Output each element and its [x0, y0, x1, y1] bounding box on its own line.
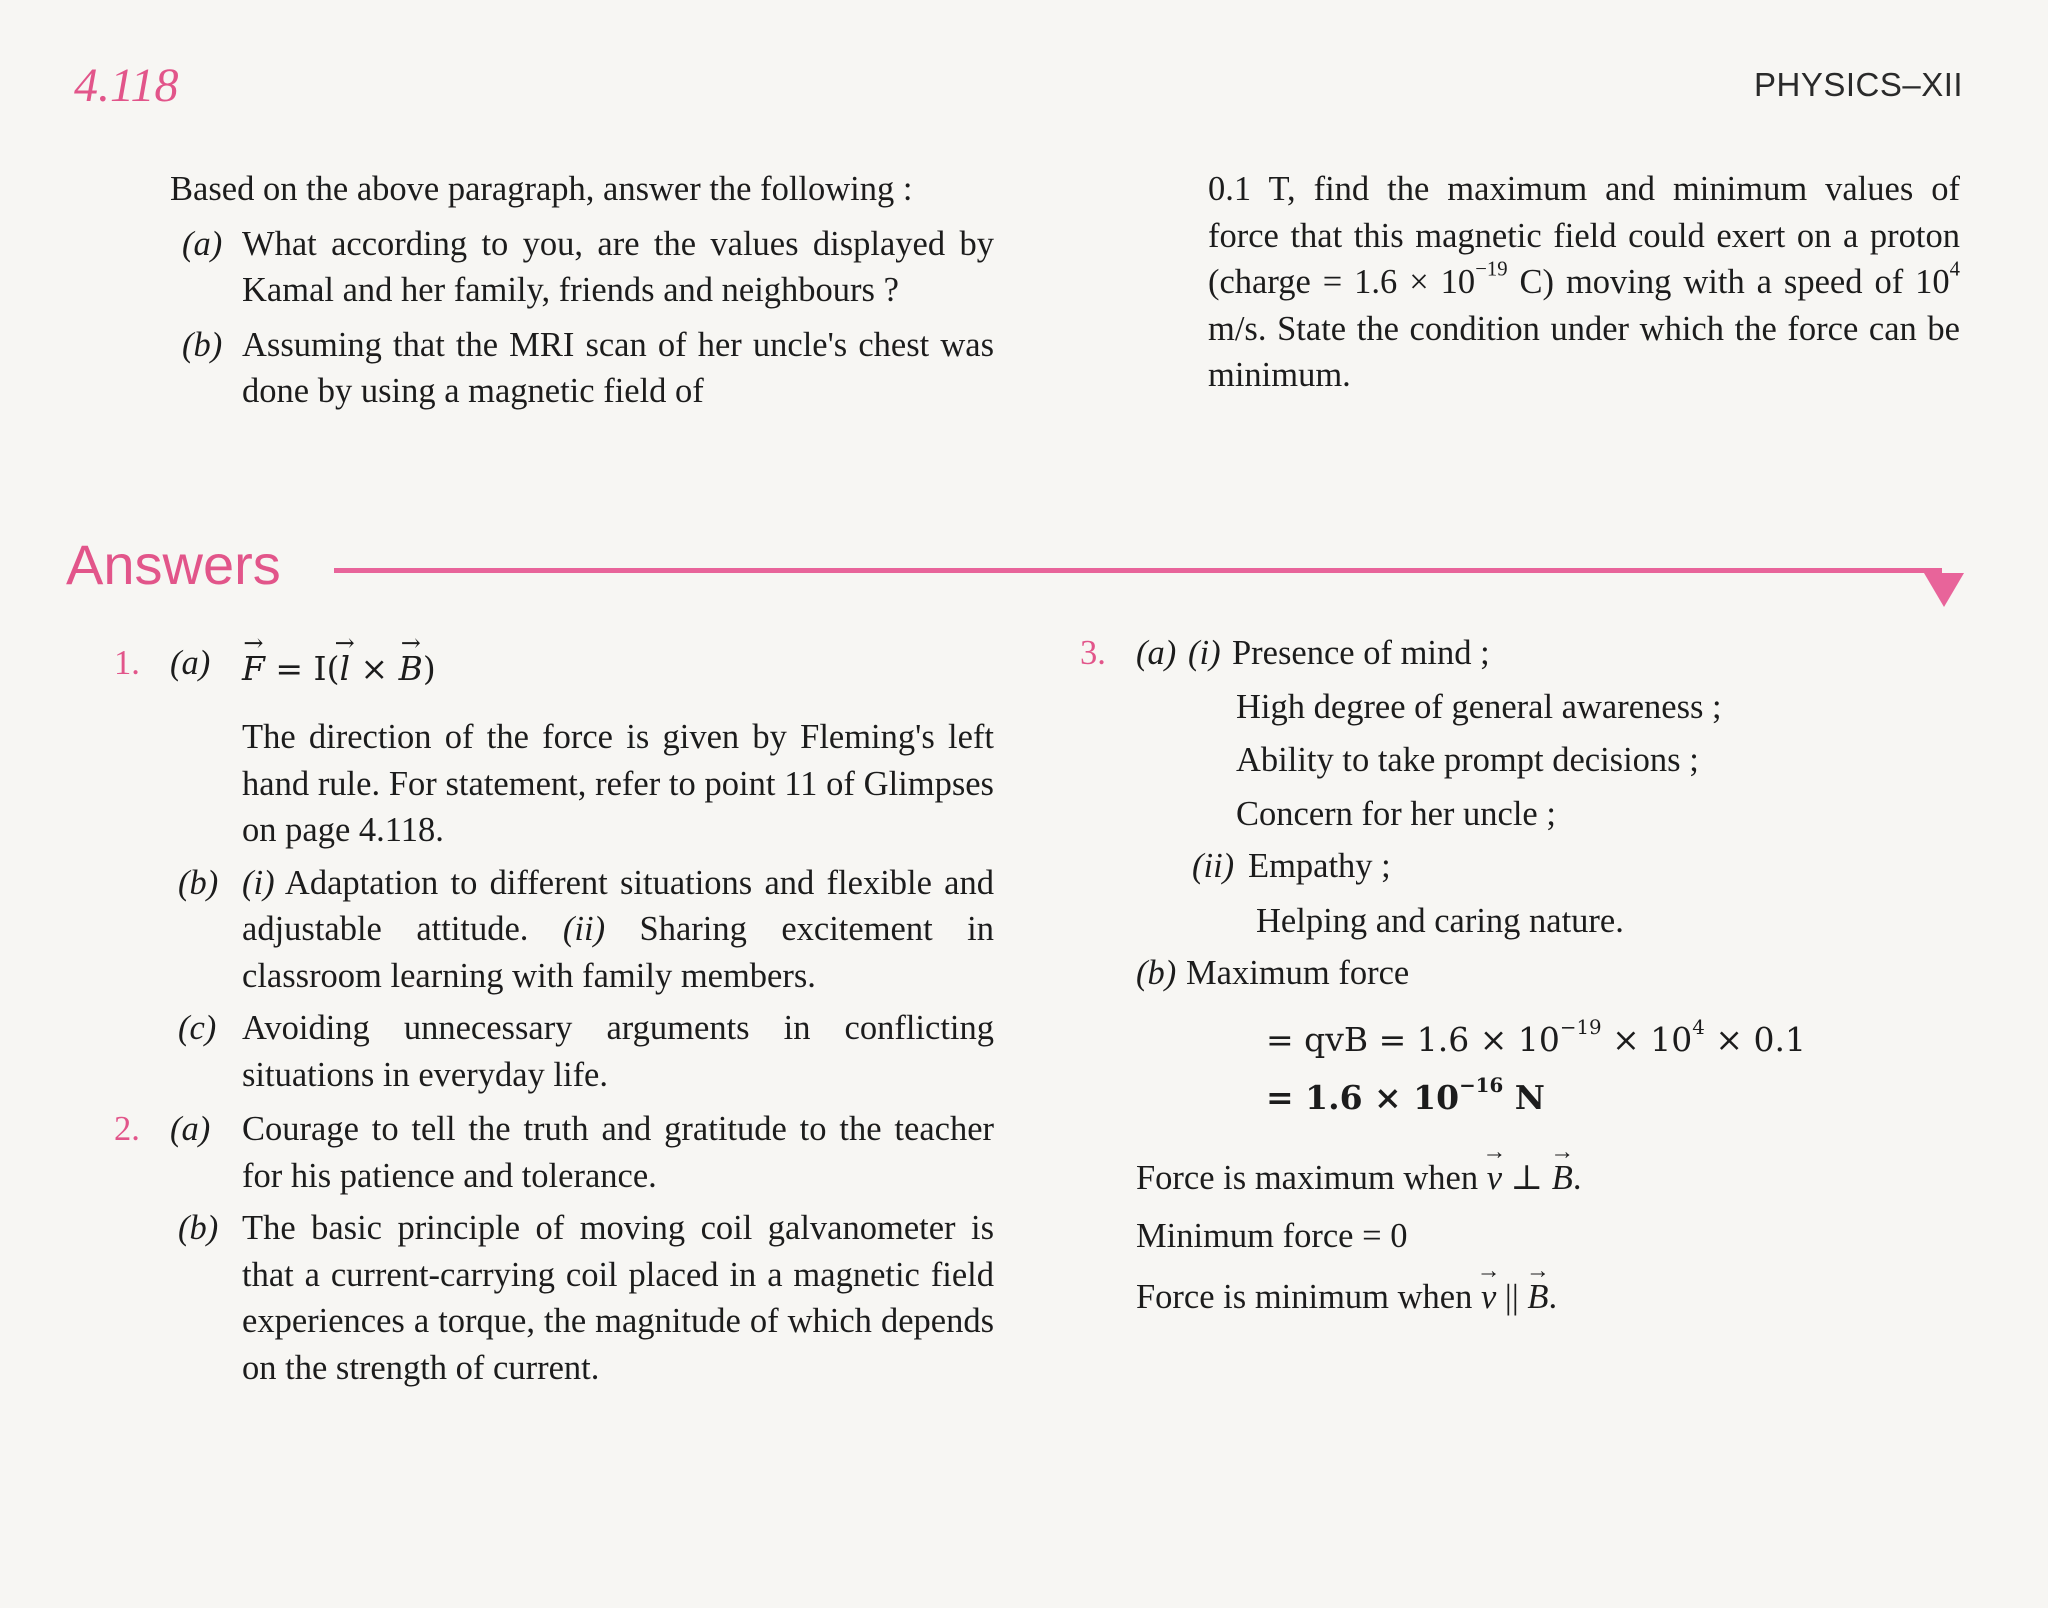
list-item: Empathy ;	[1248, 847, 1391, 885]
list-item: Ability to take prompt decisions ;	[1236, 741, 1699, 779]
question-part-a	[170, 221, 994, 314]
min-condition: Force is minimum when → v || → B.	[1080, 1274, 1960, 1321]
list-item: Concern for her uncle ;	[1236, 794, 1556, 833]
book-title: PHYSICS–XII	[1754, 66, 1964, 103]
answer-number: 3.	[1080, 634, 1106, 672]
equation-result: = $1.6 \times 10^{-16}$ N	[1266, 1072, 1545, 1117]
list-item: Helping and caring nature.	[1256, 901, 1624, 940]
part-label: (b)	[178, 1209, 219, 1247]
values-list-i	[1216, 630, 1960, 837]
answer-number: 2.	[114, 1110, 140, 1148]
part-label: (a)	[170, 644, 211, 682]
question-right-column	[1208, 166, 1960, 399]
question-left-column	[170, 166, 994, 415]
heading-rule	[334, 568, 1942, 573]
answer-2b	[110, 1205, 994, 1391]
answer-1a-text: The direction of the force is given by Fleming's left hand rule. For statement, refer to point 11 of Glimpses on page 4.118.	[242, 718, 994, 849]
question-a-text: What according to you, are the values displayed by Kamal and her family, friends and neighbours ?	[242, 224, 994, 309]
part-label: (a)	[1136, 634, 1177, 672]
answers-left-column	[110, 640, 994, 1391]
answer-1	[110, 640, 994, 854]
answer-1b	[110, 860, 994, 1000]
part-label: (b)	[178, 863, 219, 902]
answers-heading: Answers	[66, 533, 281, 596]
part-label: (b)	[1136, 954, 1177, 992]
question-intro: Based on the above paragraph, answer the following :	[170, 170, 913, 208]
list-item: Presence of mind ;	[1232, 634, 1490, 672]
equation-line: = qvB = $1.6 \times 10^{-19} \times 10^4 \times 0.1$	[1266, 1015, 1806, 1059]
min-force: Minimum force = 0	[1136, 1217, 1408, 1255]
sub-label: (ii)	[1192, 847, 1235, 885]
answer-3	[1080, 630, 1960, 837]
answer-2a-text: Courage to tell the truth and gratitude to the teacher for his patience and tolerance.	[242, 1110, 994, 1195]
answer-2b-text: The basic principle of moving coil galvanometer is that a current-carrying coil placed in a magnetic field experiences a torque, the magnitude of which depends on the strength of current.	[242, 1209, 994, 1387]
answer-3a-ii	[1080, 843, 1960, 944]
part-label: (c)	[178, 1009, 217, 1047]
force-formula: → F = I(→ l × → B)	[242, 640, 994, 706]
question-b-text: Assuming that the MRI scan of her uncle's chest was done by using a magnetic field of	[242, 325, 994, 410]
answer-number: 1.	[114, 644, 140, 682]
page-number: 4.118	[74, 59, 179, 112]
part-label: (b)	[182, 325, 223, 364]
answer-3b	[1080, 950, 1960, 997]
answer-1b-text: (i) Adaptation to different situations and flexible and adjustable attitude. (ii) Sharing excitement in classroom learning with family members.	[242, 863, 994, 995]
max-force-label: Maximum force	[1186, 954, 1410, 992]
rule-arrow-marker	[1924, 573, 1964, 607]
list-item: High degree of general awareness ;	[1236, 687, 1722, 726]
answers-right-column	[1080, 630, 1960, 1320]
question-b-continuation: 0.1 T, find the maximum and minimum values of force that this magnetic field could exert on a proton (charge = $1.6 \times 10^{-19}$ C) moving with a speed of $10^4$ m/s. State the condition under which the force can be minimum.	[1208, 170, 1960, 394]
part-label: (a)	[182, 224, 223, 263]
sub-label: (i)	[1188, 634, 1221, 672]
answer-1c	[110, 1005, 994, 1098]
part-label: (a)	[170, 1110, 211, 1148]
answer-2	[110, 1106, 994, 1199]
max-force-equation	[1080, 1011, 1960, 1127]
question-part-b	[170, 322, 994, 415]
max-condition: Force is maximum when → v ⊥ → B.	[1080, 1155, 1960, 1202]
answer-1c-text: Avoiding unnecessary arguments in conflicting situations in everyday life.	[242, 1009, 994, 1094]
